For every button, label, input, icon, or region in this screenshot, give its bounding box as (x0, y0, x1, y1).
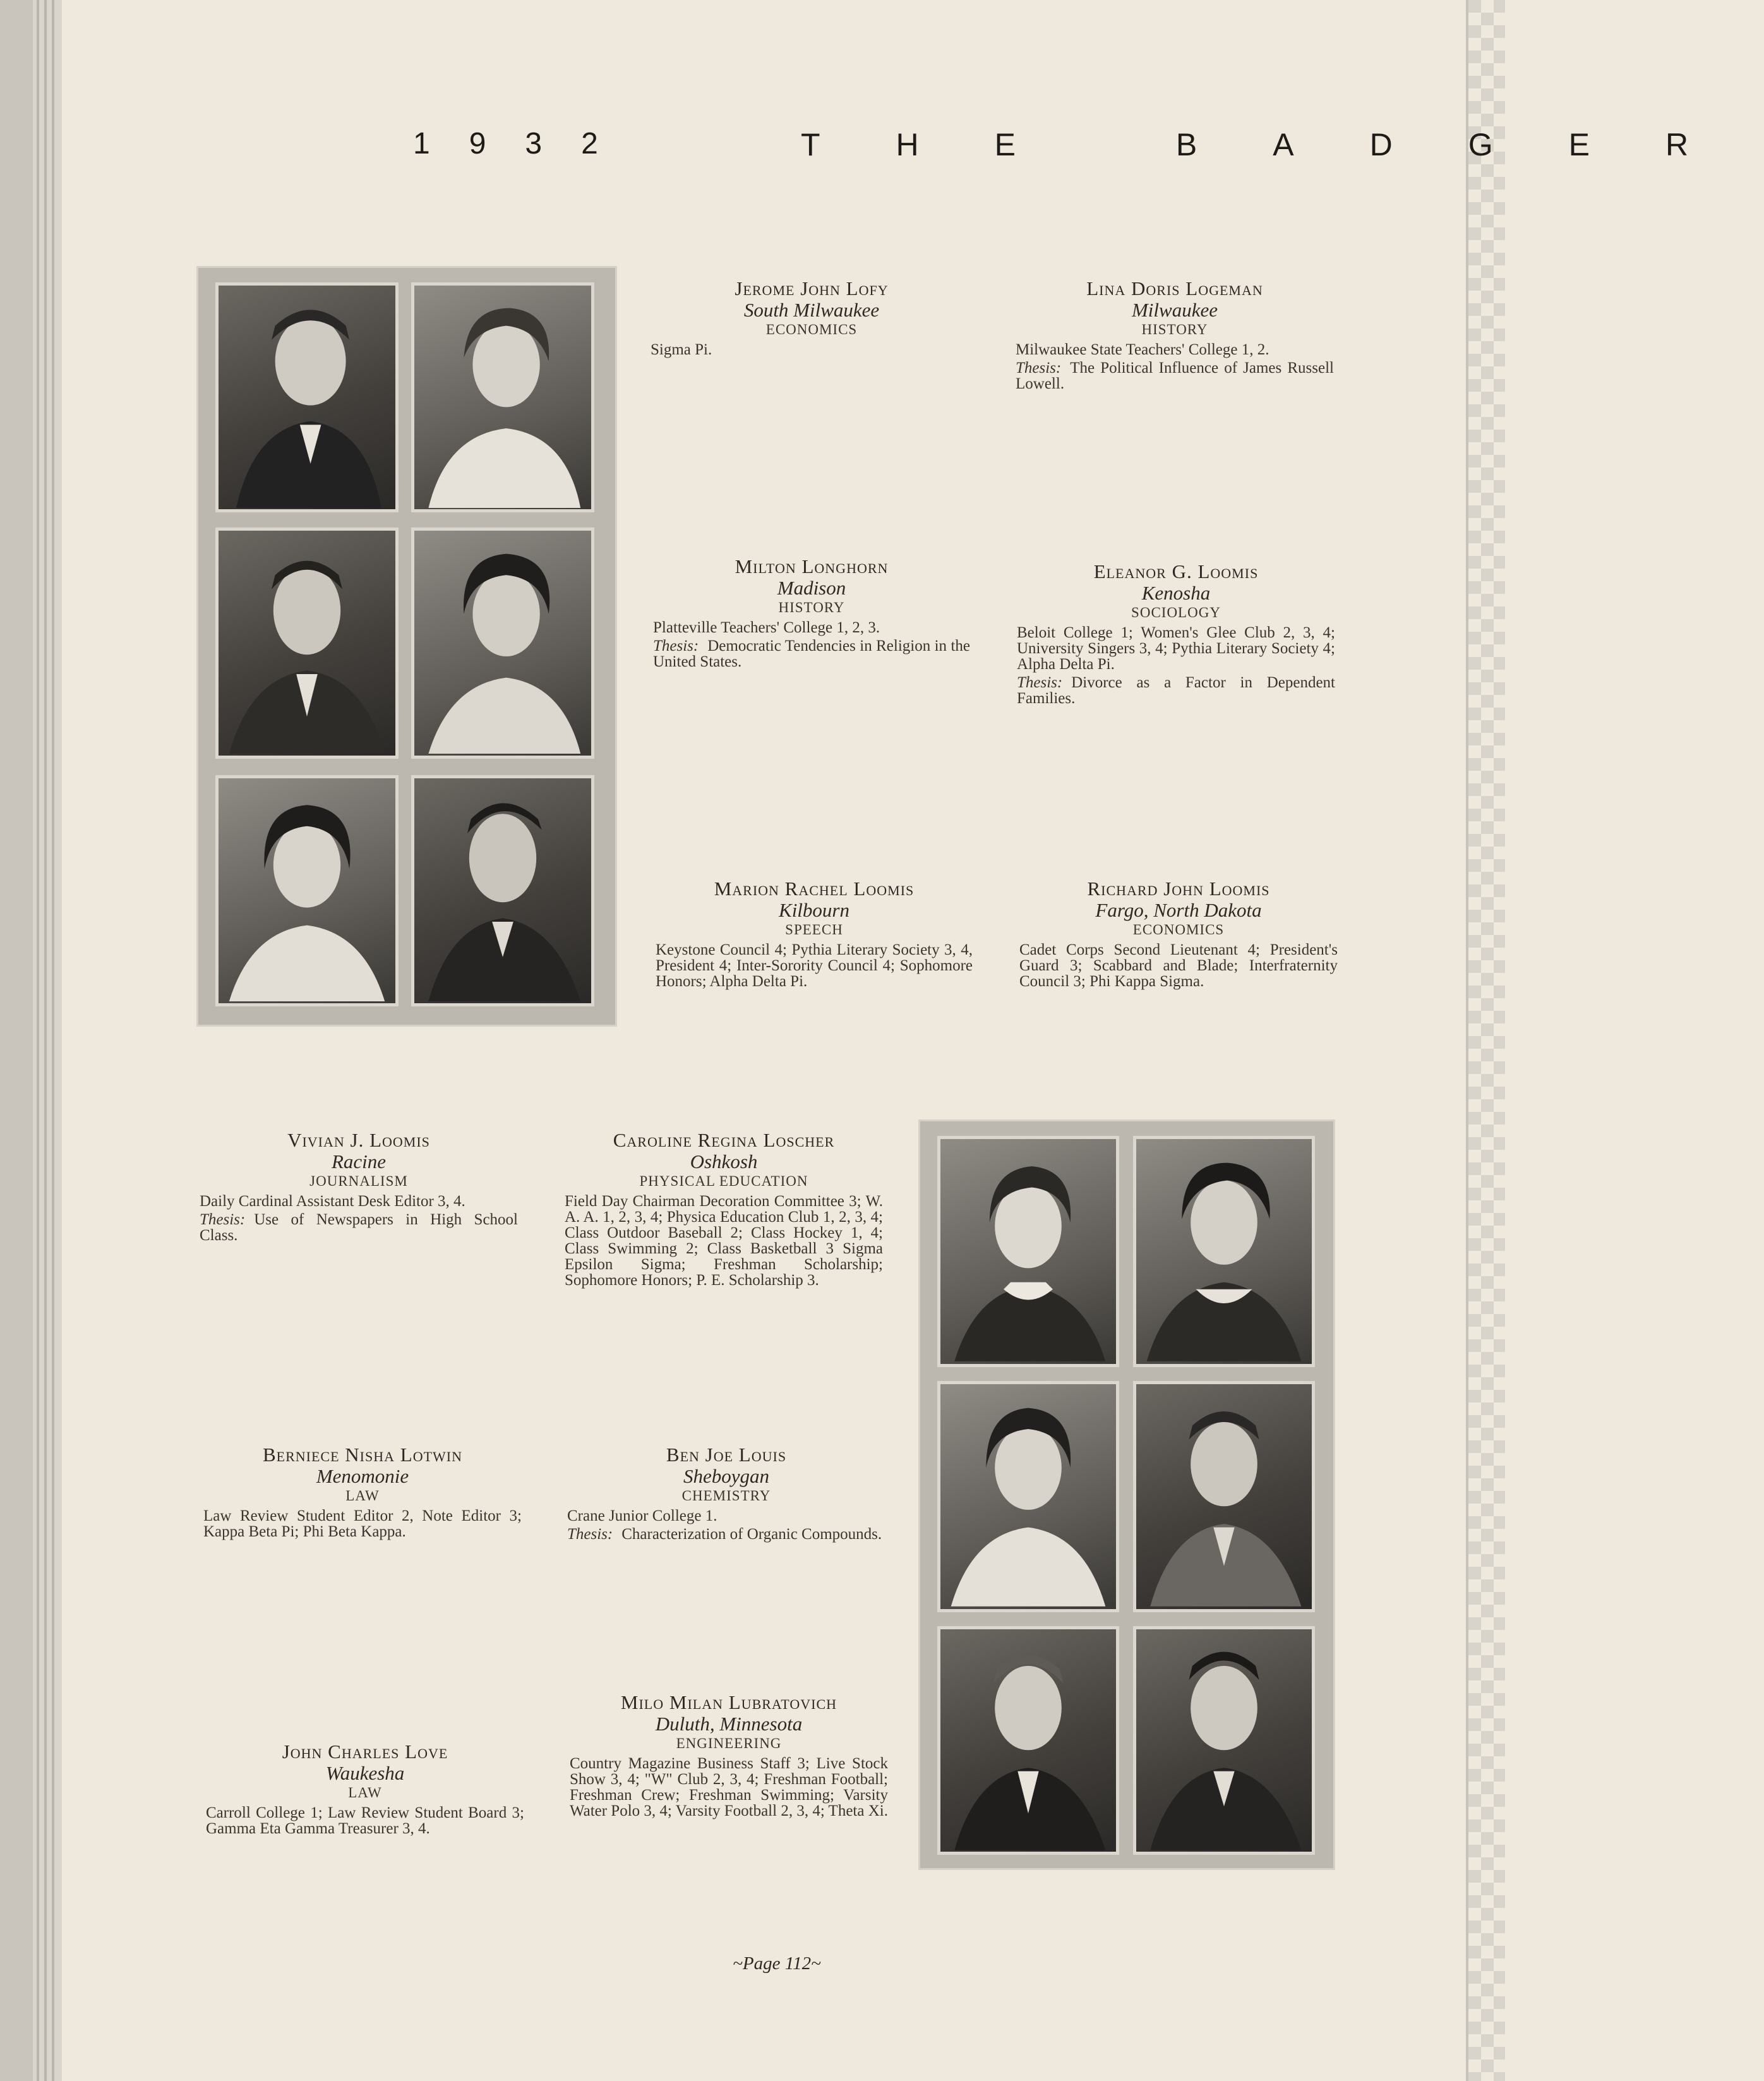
portrait-photo (411, 775, 594, 1006)
student-hometown: Madison (777, 577, 846, 599)
portrait-photo (937, 1136, 1119, 1367)
student-major: ENGINEERING (676, 1735, 782, 1751)
header-year: 1932 (413, 127, 637, 160)
student-hometown: Oshkosh (690, 1150, 758, 1173)
student-activities: Cadet Corps Second Lieutenant 4; President's Guard 3; Scabbard and Blade; Interfraternity Council 3; Phi Kappa Sigma. (1019, 941, 1338, 990)
photo-panel-bottom (918, 1119, 1335, 1870)
portrait-photo (1133, 1626, 1315, 1855)
student-hometown: Sheboygan (683, 1465, 770, 1487)
student-major: PHYSICAL EDUCATION (639, 1173, 808, 1189)
student-major: ECONOMICS (1132, 922, 1225, 938)
student-hometown: Milwaukee (1131, 299, 1218, 321)
student-activities: Field Day Chairman Decoration Committee 3; W. A. A. 1, 2, 3, 4; Physica Education Club 1, 2, 3, 4; Class Outdoor Baseball 2; Class Hockey 1, 4; Class Swimming 2; Class Basketball 3 Sigma Epsilon Sigma; Freshman Scholarship; Sophomore Honors; P. E. Scholarship 3. (565, 1193, 883, 1289)
student-hometown: South Milwaukee (743, 299, 880, 321)
student-name: Milton Longhorn (735, 555, 889, 577)
student-name: Berniece Nisha Lotwin (262, 1444, 463, 1466)
page-header (0, 126, 1764, 171)
student-name: Ben Joe Louis (666, 1444, 787, 1466)
student-major: CHEMISTRY (681, 1488, 771, 1504)
decorative-diamond-border (1466, 0, 1505, 2081)
portrait-photo (411, 528, 594, 759)
student-activities: Law Review Student Editor 2, Note Editor 3; Kappa Beta Pi; Phi Beta Kappa. (203, 1507, 522, 1540)
student-hometown: Kilbourn (779, 899, 849, 921)
student-major: HISTORY (778, 600, 845, 615)
student-name: Lina Doris Logeman (1086, 277, 1263, 299)
student-major: HISTORY (1141, 322, 1208, 337)
thesis-title: Divorce as a Factor in Dependent Families. (1017, 674, 1335, 707)
student-name: Caroline Regina Loscher (613, 1129, 835, 1151)
student-thesis (1016, 360, 1334, 392)
student-thesis (1017, 675, 1335, 706)
student-hometown: Menomonie (316, 1465, 409, 1487)
portrait-photo (937, 1381, 1119, 1612)
portrait-photo (937, 1626, 1119, 1855)
student-name: Milo Milan Lubratovich (620, 1691, 837, 1713)
portrait-photo (1133, 1136, 1315, 1367)
student-major: SPEECH (785, 922, 843, 938)
student-name: Vivian J. Loomis (287, 1129, 430, 1151)
student-name: Richard John Loomis (1087, 878, 1270, 900)
thesis-label: Thesis: (653, 637, 699, 654)
student-hometown: Racine (331, 1150, 387, 1173)
student-name: Eleanor G. Loomis (1093, 560, 1259, 582)
portrait-photo (215, 775, 399, 1006)
student-entry (656, 878, 973, 989)
portrait-photo (215, 528, 399, 759)
student-entry (200, 1130, 518, 1243)
student-entry (651, 278, 973, 358)
thesis-label: Thesis: (1017, 674, 1063, 691)
photo-panel-top (196, 266, 617, 1027)
student-major: LAW (348, 1785, 382, 1801)
student-activities: Platteville Teachers' College 1, 2, 3. (653, 619, 880, 636)
student-hometown: Duluth, Minnesota (655, 1713, 803, 1735)
student-entry (1019, 878, 1338, 989)
student-major: LAW (345, 1488, 380, 1504)
thesis-label: Thesis: (200, 1211, 246, 1228)
student-activities: Daily Cardinal Assistant Desk Editor 3, 4. (200, 1193, 465, 1210)
student-name: Jerome John Lofy (735, 277, 889, 299)
student-entry (1016, 278, 1334, 392)
student-major: SOCIOLOGY (1131, 605, 1221, 620)
header-title: THE BADGER (801, 127, 1764, 162)
student-activities: Crane Junior College 1. (567, 1507, 717, 1524)
student-activities: Keystone Council 4; Pythia Literary Society 3, 4, President 4; Inter-Sorority Council 4; Sophomore Honors; Alpha Delta Pi. (656, 941, 973, 990)
student-thesis (200, 1212, 518, 1243)
student-hometown: Fargo, North Dakota (1095, 899, 1262, 921)
portrait-photo (411, 282, 594, 512)
student-activities: Country Magazine Business Staff 3; Live Stock Show 3, 4; "W" Club 2, 3, 4; Freshman Football; Freshman Crew; Freshman Swimming; Varsity Water Polo 3, 4; Varsity Football 2, 3, 4; Theta Xi. (570, 1755, 888, 1819)
student-activities: Carroll College 1; Law Review Student Board 3; Gamma Eta Gamma Treasurer 3, 4. (206, 1804, 524, 1837)
student-activities: Milwaukee State Teachers' College 1, 2. (1016, 341, 1269, 358)
student-entry (567, 1444, 885, 1542)
student-hometown: Waukesha (325, 1762, 405, 1784)
thesis-label: Thesis: (1016, 359, 1062, 377)
student-entry (653, 556, 970, 670)
thesis-title: Characterization of Organic Compounds. (621, 1526, 882, 1543)
student-major: ECONOMICS (765, 322, 858, 337)
thesis-title: Democratic Tendencies in Religion in the United States. (653, 637, 970, 670)
student-activities: Beloit College 1; Women's Glee Club 2, 3, 4; University Singers 3, 4; Pythia Literary Society 4; Alpha Delta Pi. (1017, 624, 1335, 673)
student-name: Marion Rachel Loomis (714, 878, 915, 900)
portrait-photo (1133, 1381, 1315, 1612)
thesis-title: The Political Influence of James Russell Lowell. (1016, 359, 1334, 392)
thesis-title: Use of Newspapers in High School Class. (200, 1211, 518, 1244)
student-hometown: Kenosha (1141, 582, 1211, 604)
student-major: JOURNALISM (309, 1173, 408, 1189)
student-entry (1017, 561, 1335, 706)
page-number: ~Page 112~ (733, 1953, 821, 1974)
student-entry (203, 1444, 522, 1540)
student-activities: Sigma Pi. (651, 341, 712, 358)
student-entry (570, 1692, 888, 1819)
student-thesis (567, 1526, 885, 1542)
student-name: John Charles Love (282, 1740, 448, 1763)
student-entry (565, 1130, 883, 1288)
left-margin (0, 0, 62, 2081)
student-entry (206, 1741, 524, 1837)
student-thesis (653, 638, 970, 670)
portrait-photo (215, 282, 399, 512)
thesis-label: Thesis: (567, 1526, 613, 1543)
